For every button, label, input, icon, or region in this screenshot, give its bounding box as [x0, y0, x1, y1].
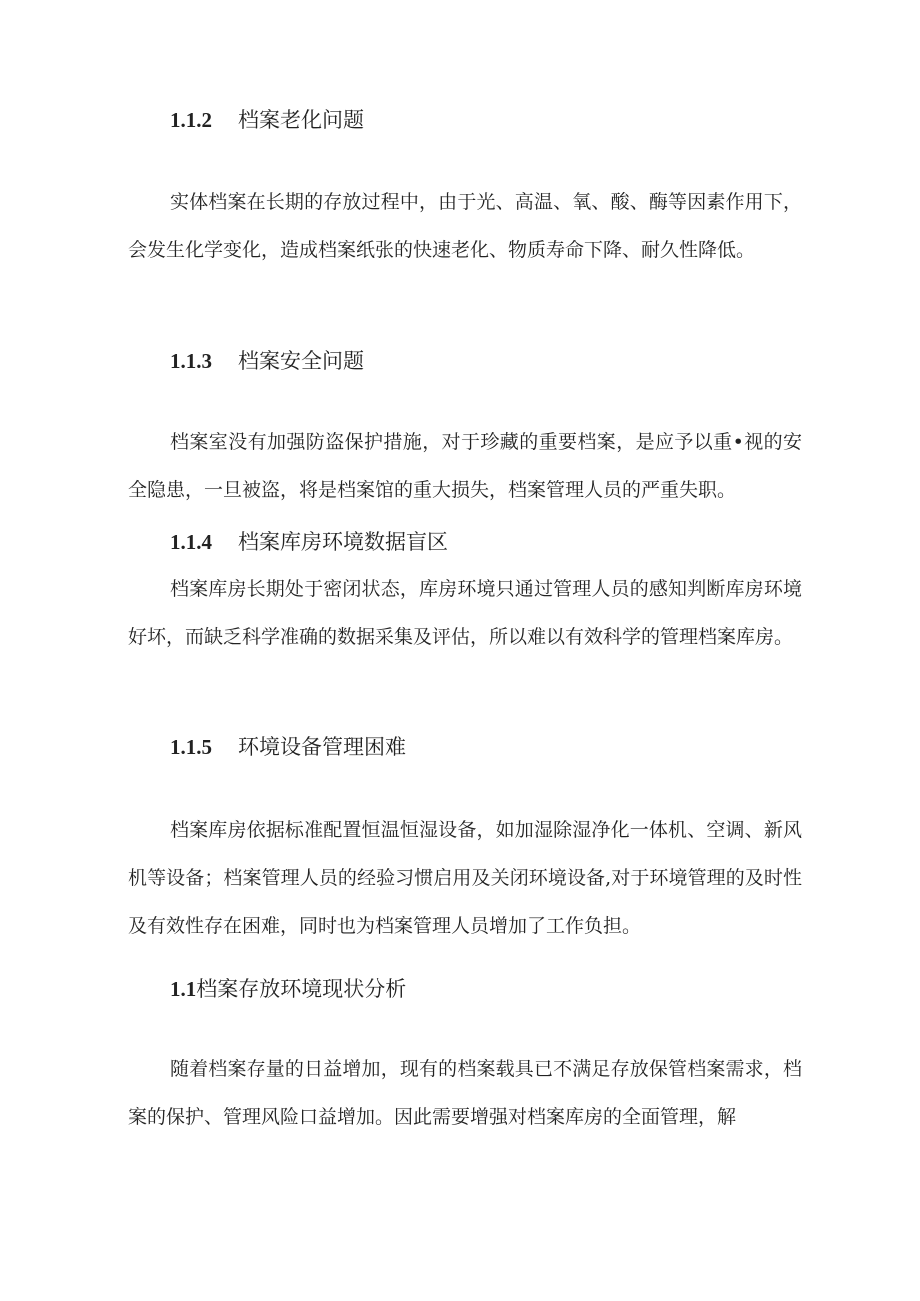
section-number: 1.1	[170, 977, 197, 1001]
section-title: 档案库房环境数据盲区	[238, 530, 448, 554]
section-paragraph-1-1-5: 档案库房依据标准配置恒温恒湿设备，如加湿除湿净化一体机、空调、新风机等设备；档案管理人员的经验习惯启用及关闭环境设备,对于环境管理的及时性及有效性存在困难，同时也为档案管理人员增加了工作负担。	[128, 819, 802, 937]
section-title: 档案存放环境现状分析	[196, 977, 407, 1001]
section-title: 档案安全问题	[238, 349, 364, 373]
section-paragraph-1-1: 随着档案存量的日益增加，现有的档案载具已不满足存放保管档案需求，档案的保护、管理风险口益增加。因此需要增强对档案库房的全面管理，解	[128, 1058, 802, 1128]
section-paragraph-1-1-4: 档案库房长期处于密闭状态，库房环境只通过管理人员的感知判断库房环境好坏，而缺乏科学准确的数据采集及评估，所以难以有效科学的管理档案库房。	[128, 578, 802, 648]
section-number: 1.1.5	[170, 735, 212, 759]
section-title: 档案老化问题	[238, 108, 364, 132]
section-heading-1-1-2	[170, 102, 364, 138]
section-number: 1.1.3	[170, 349, 212, 373]
section-title: 环境设备管理困难	[238, 735, 406, 759]
section-heading-1-1	[170, 971, 406, 1007]
section-paragraph-1-1-2: 实体档案在长期的存放过程中，由于光、高温、氧、酸、酶等因素作用下，会发生化学变化，造成档案纸张的快速老化、物质寿命下降、耐久性降低。	[128, 191, 802, 261]
section-number: 1.1.4	[170, 530, 212, 554]
section-paragraph-1-1-3: 档案室没有加强防盗保护措施，对于珍藏的重要档案，是应予以重•视的安全隐患，一旦被盗，将是档案馆的重大损失，档案管理人员的严重失职。	[128, 431, 802, 501]
section-heading-1-1-5	[170, 729, 406, 765]
section-heading-1-1-4	[170, 524, 448, 560]
section-heading-1-1-3	[170, 343, 364, 379]
section-number: 1.1.2	[170, 108, 212, 132]
